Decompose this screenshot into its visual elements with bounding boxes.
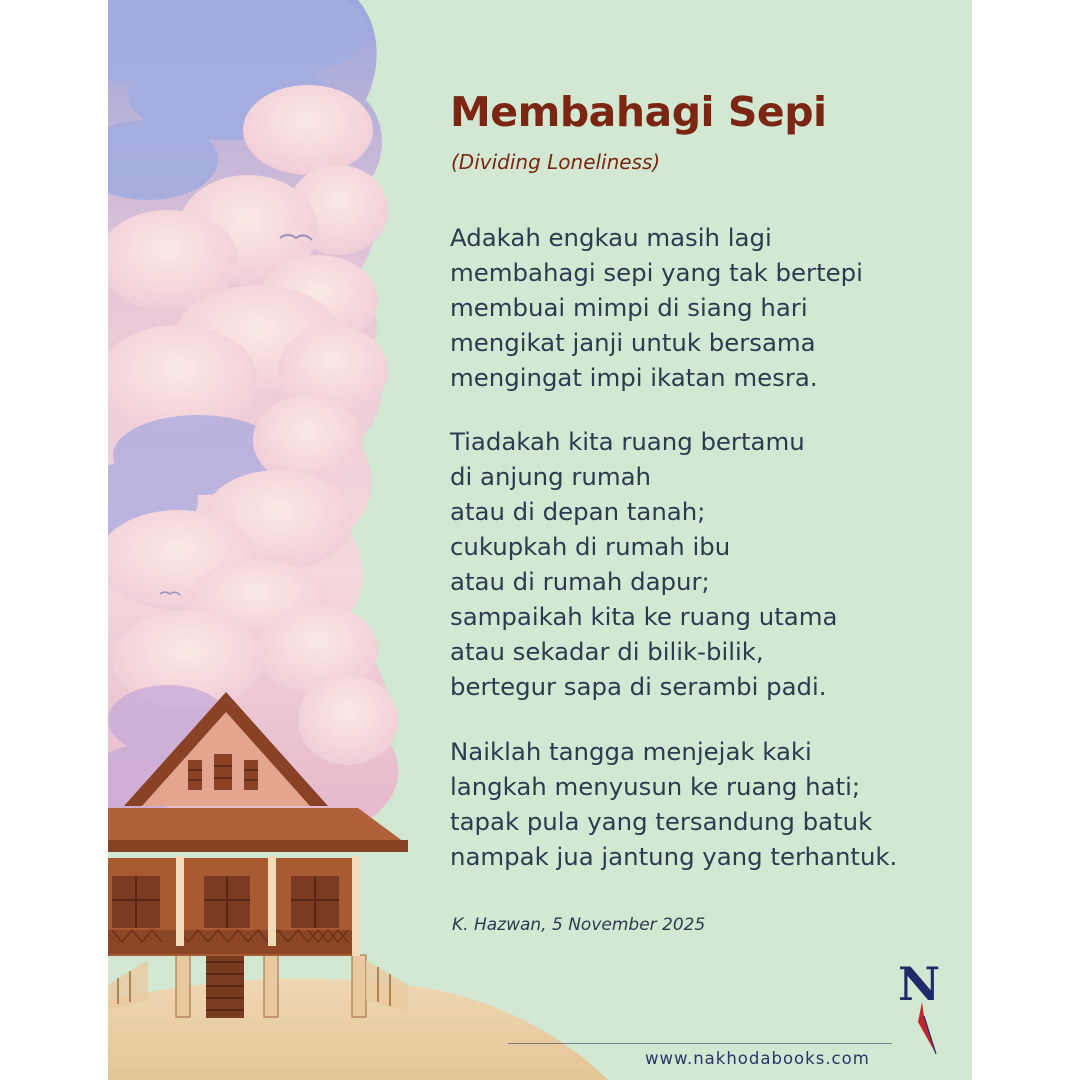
poem-poster <box>108 0 972 1080</box>
website-link[interactable]: www.nakhodabooks.com <box>645 1049 870 1068</box>
stanza-3 <box>450 734 897 874</box>
poem-line: Naiklah tangga menjejak kaki <box>450 737 812 766</box>
poem-line: membuai mimpi di siang hari <box>450 293 808 322</box>
stanza-2 <box>450 424 837 704</box>
poem-line: bertegur sapa di serambi padi. <box>450 672 827 701</box>
poem-line: mengikat janji untuk bersama <box>450 328 816 357</box>
poem-line: di anjung rumah <box>450 462 651 491</box>
poem-line: nampak jua jantung yang terhantuk. <box>450 842 898 871</box>
poem-line: membahagi sepi yang tak bertepi <box>450 258 863 287</box>
footer-divider <box>508 1043 892 1044</box>
poem-subtitle: (Dividing Loneliness) <box>451 150 661 174</box>
poem-line: tapak pula yang tersandung batuk <box>450 807 873 836</box>
clouds-graphic <box>108 0 398 820</box>
poem-line: mengingat impi ikatan mesra. <box>450 363 818 392</box>
poem-line: cukupkah di rumah ibu <box>450 532 731 561</box>
poem-line: Adakah engkau masih lagi <box>450 223 772 252</box>
stanza-1 <box>450 220 863 395</box>
poem-line: atau sekadar di bilik-bilik, <box>450 637 764 666</box>
nakhoda-books-logo-icon <box>896 958 940 1058</box>
poem-line: Tiadakah kita ruang bertamu <box>450 427 805 456</box>
poem-line: atau di rumah dapur; <box>450 567 710 596</box>
poem-line: sampaikah kita ke ruang utama <box>450 602 838 631</box>
poem-line: atau di depan tanah; <box>450 497 706 526</box>
poem-attribution: K. Hazwan, 5 November 2025 <box>452 915 706 935</box>
poem-line: langkah menyusun ke ruang hati; <box>450 772 861 801</box>
poem-title: Membahagi Sepi <box>450 88 827 136</box>
logo-letter: N <box>898 958 940 1011</box>
